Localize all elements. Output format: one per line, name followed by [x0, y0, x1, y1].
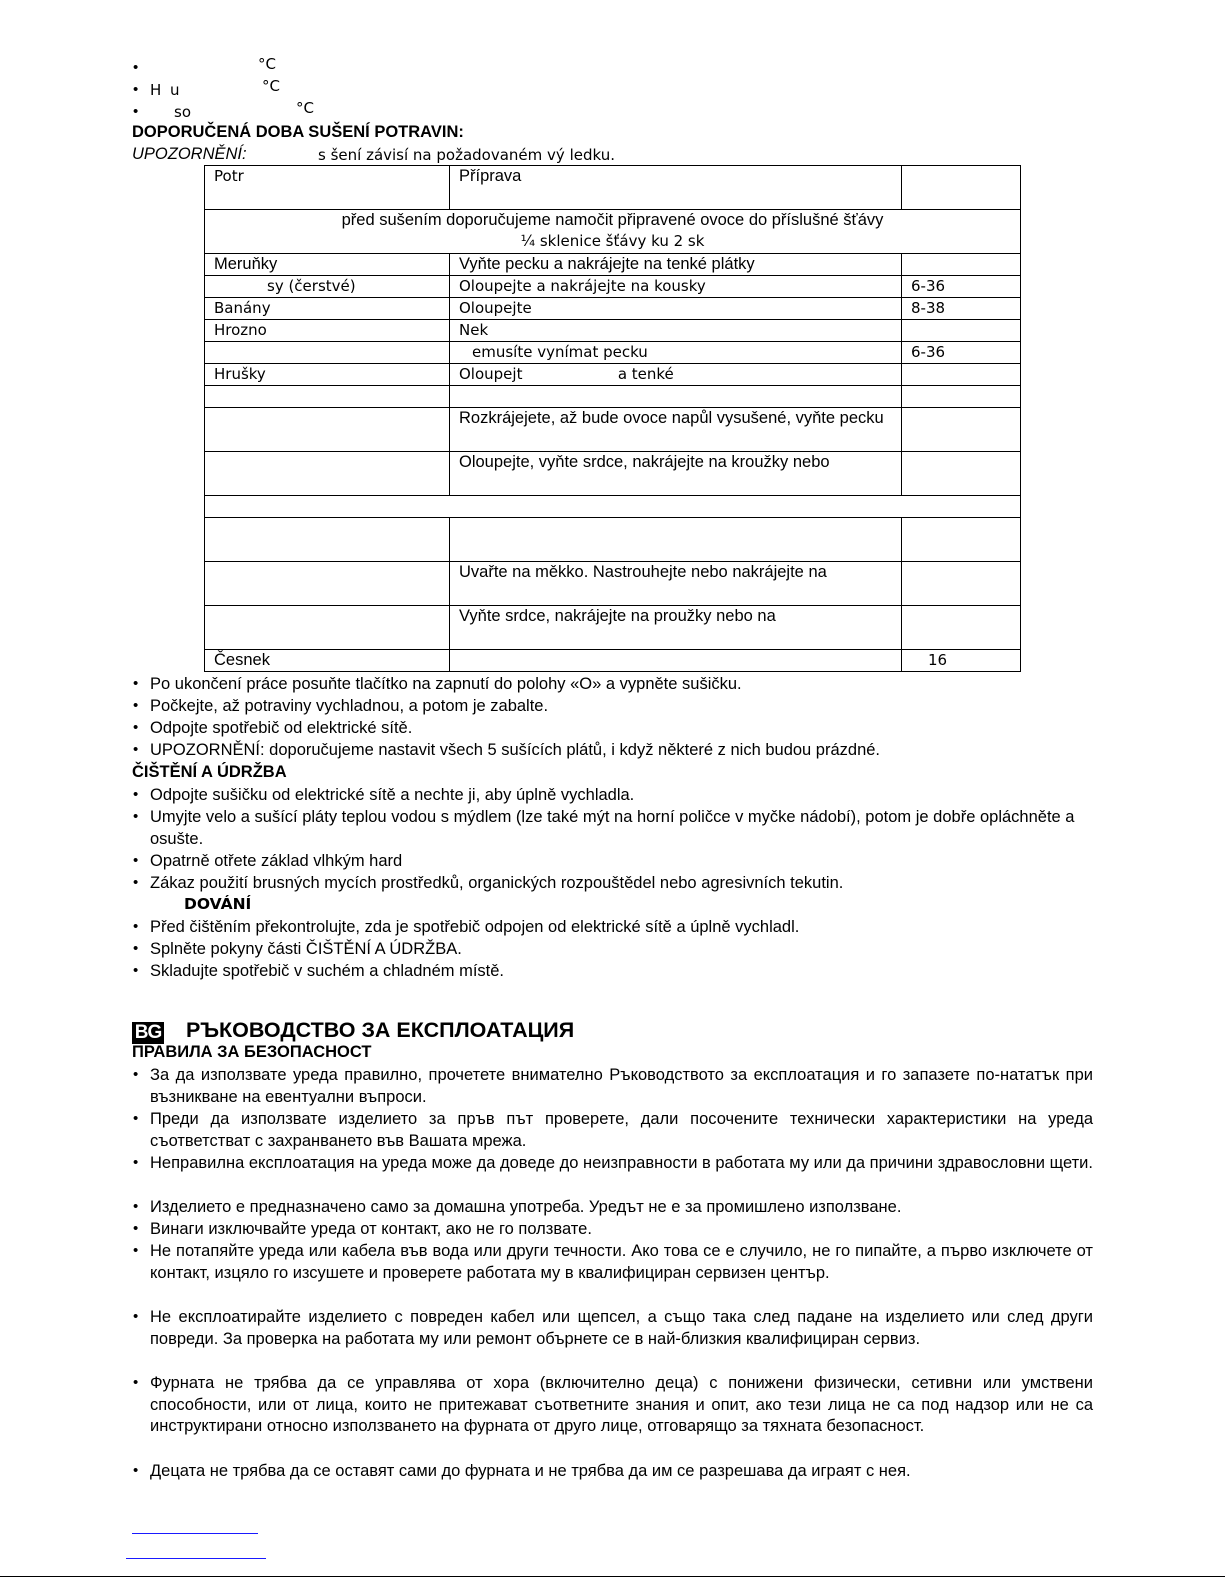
table-row	[205, 518, 1021, 562]
bullet-dot: •	[133, 1462, 139, 1479]
table-cell-time: 6-36	[902, 342, 1021, 364]
bullet-dot: •	[133, 1242, 139, 1259]
table-cell-prep: Oloupejte a nakrájejte na kousky	[450, 276, 902, 298]
bullet-dot: •	[133, 1066, 139, 1083]
drying-heading: DOPORUČENÁ DOBA SUŠENÍ POTRAVIN:	[132, 123, 464, 141]
bullet-dot: •	[133, 786, 139, 803]
table-cell-prep: Vyňte pecku a nakrájejte na tenké plátky	[450, 254, 902, 276]
table-cell-time: 16	[902, 650, 1021, 672]
table-cell-prep: Nek	[450, 320, 902, 342]
table-cell-time	[902, 364, 1021, 386]
table-cell-time	[902, 320, 1021, 342]
table-cell-time	[902, 254, 1021, 276]
table-header-prep: Příprava	[450, 166, 902, 210]
temp-unit: °C	[258, 55, 276, 73]
table-row	[205, 342, 1021, 364]
safety-heading: ПРАВИЛА ЗА БЕЗОПАСНОСТ	[132, 1043, 372, 1061]
table-cell-prep: Vyňte srdce, nakrájejte na proužky nebo na	[450, 606, 902, 650]
bullet-dot: •	[133, 852, 139, 869]
table-row	[205, 254, 1021, 276]
table-row	[205, 562, 1021, 606]
bullet-dot: •	[133, 81, 139, 98]
temp-unit: °C	[262, 77, 280, 95]
safety-bullet: Неправилна експлоатация на уреда може да доведе до неизправности в работата му или да причини здравословни щети.	[150, 1154, 1093, 1172]
bg-manual-title: РЪКОВОДСТВО ЗА ЕКСПЛОАТАЦИЯ	[186, 1018, 575, 1042]
warning-text: s šení závisí na požadovaném vý ledku.	[318, 146, 615, 164]
bullet-dot: •	[133, 808, 139, 825]
table-cell-time: 8-38	[902, 298, 1021, 320]
table-row	[205, 298, 1021, 320]
bullet-dot: •	[133, 1110, 139, 1127]
safety-bullet: Фурната не трябва да се управлява от хора (включително деца) с понижени физически, сетивни или умствени способности, или от лица, които не притежават съответните знания и опит, ако тези лица не са под надзор или не са инструктирани относно използването на фурната от друго лице, отговарящо за тяхната безопасност.	[150, 1374, 1093, 1436]
table-row	[205, 650, 1021, 672]
temp-label: H u	[150, 81, 180, 99]
table-header-row	[205, 166, 1021, 210]
safety-bullet: Преди да използвате изделието за пръв път проверете, дали посочените технически характеристики на уреда съответстват с захранването във Вашата мрежа.	[150, 1110, 1093, 1150]
cleaning-bullet: Umyjte velo a sušící pláty teplou vodou s mýdlem (lze také mýt na horní poličce v myčke nádobí), potom je dobře opláchněte a osušte.	[150, 808, 1075, 848]
page-bottom-rule	[0, 1576, 1225, 1577]
bullet-dot: •	[133, 741, 139, 758]
safety-bullet: За да използвате уреда правилно, прочетете внимателно Ръководството за експлоатация и го запазете по-нататък при възникване на евентуални въпроси.	[150, 1066, 1093, 1106]
bullet-dot: •	[133, 1220, 139, 1237]
table-cell-food	[205, 342, 450, 364]
safety-bullet: Изделието е предназначено само за домашна употреба. Уредът не е за промишлено използване.	[150, 1198, 902, 1216]
bg-language-badge: BG	[132, 1022, 164, 1044]
bullet-dot: •	[133, 1154, 139, 1171]
table-cell-food: Banány	[205, 298, 450, 320]
bullet-dot: •	[133, 1374, 139, 1391]
after-bullet: Odpojte spotřebič od elektrické sítě.	[150, 719, 413, 737]
warning-label: UPOZORNĚNÍ:	[132, 145, 247, 163]
table-cell-time	[902, 408, 1021, 452]
table-note-line1: před sušením doporučujeme namočit připravené ovoce do příslušné šťávy	[341, 211, 884, 229]
table-cell-time	[902, 562, 1021, 606]
temp-label: so	[174, 103, 191, 121]
safety-bullet: Винаги изключвайте уреда от контакт, ако не го ползвате.	[150, 1220, 592, 1238]
footer-link-line[interactable]	[132, 1532, 258, 1534]
bullet-dot: •	[133, 719, 139, 736]
table-cell-prep: Oloupejte	[450, 298, 902, 320]
table-row	[205, 606, 1021, 650]
storage-bullet: Splněte pokyny části ČIŠTĚNÍ A ÚDRŽBA.	[150, 940, 462, 958]
table-cell-food: Hrušky	[205, 364, 450, 386]
storage-bullet: Před čištěním překontrolujte, zda je spotřebič odpojen od elektrické sítě a úplně vychladl.	[150, 918, 800, 936]
after-bullet: UPOZORNĚNÍ: doporučujeme nastavit všech 5 sušících plátů, i když některé z nich budou prázdné.	[150, 741, 881, 759]
table-note-line2: ¼ sklenice šťávy ku 2 sk	[520, 232, 705, 250]
table-cell-time	[902, 518, 1021, 562]
bullet-dot: •	[133, 1308, 139, 1325]
table-cell-prep: Uvařte na měkko. Nastrouhejte nebo nakrájejte na	[450, 562, 902, 606]
table-row	[205, 408, 1021, 452]
table-cell-prep: Oloupejt a tenké	[450, 364, 902, 386]
bullet-dot: •	[133, 675, 139, 692]
storage-bullet: Skladujte spotřebič v suchém a chladném místě.	[150, 962, 505, 980]
table-row	[205, 452, 1021, 496]
footer-link-line[interactable]	[126, 1557, 266, 1559]
safety-bullet: Не потапяйте уреда или кабела във вода или други течности. Ако това се е случило, не го пипайте, а първо изключете от контакт, изцяло го изсушете и проверете работата му в квалифициран сервизен център.	[150, 1242, 1093, 1282]
bullet-dot: •	[133, 962, 139, 979]
table-cell-food: Česnek	[205, 650, 450, 672]
drying-table	[204, 165, 1021, 672]
table-section-row	[205, 496, 1021, 518]
bullet-dot: •	[133, 59, 139, 76]
safety-bullet: Децата не трябва да се оставят сами до фурната и не трябва да им се разрешава да играят с нея.	[150, 1462, 911, 1480]
table-row	[205, 320, 1021, 342]
after-bullet: Počkejte, až potraviny vychladnou, a potom je zabalte.	[150, 697, 549, 715]
table-cell-food	[205, 562, 450, 606]
table-cell-prep	[450, 518, 902, 562]
table-header-food: Potr	[205, 166, 450, 210]
cleaning-bullet: Odpojte sušičku od elektrické sítě a nechte ji, aby úplně vychladla.	[150, 786, 635, 804]
table-row	[205, 386, 1021, 408]
table-cell-food	[205, 408, 450, 452]
cleaning-heading: ČIŠTĚNÍ A ÚDRŽBA	[132, 763, 287, 781]
table-cell-food: sy (čerstvé)	[205, 276, 450, 298]
bullet-dot: •	[133, 918, 139, 935]
bullet-dot: •	[133, 103, 139, 120]
safety-bullet: Не експлоатирайте изделието с повреден кабел или щепсел, а също така след падане на изделието или след други повреди. За проверка на работата му или ремонт обърнете се в най-близкия квалифициран сервиз.	[150, 1308, 1093, 1348]
storage-heading: DOVÁNÍ	[184, 895, 252, 913]
bullet-dot: •	[133, 874, 139, 891]
bullet-dot: •	[133, 697, 139, 714]
temp-unit: °C	[296, 99, 314, 117]
table-cell-prep: Oloupejte, vyňte srdce, nakrájejte na kroužky nebo	[450, 452, 902, 496]
table-row	[205, 364, 1021, 386]
cleaning-bullet: Opatrně otřete základ vlhkým hard	[150, 852, 403, 870]
table-row	[205, 276, 1021, 298]
table-cell-food	[205, 386, 450, 408]
table-cell-time	[902, 606, 1021, 650]
table-cell-food	[205, 606, 450, 650]
table-cell-time: 6-36	[902, 276, 1021, 298]
table-header-time	[902, 166, 1021, 210]
table-cell-food	[205, 452, 450, 496]
table-cell-prep: emusíte vynímat pecku	[450, 342, 902, 364]
table-cell-prep	[450, 650, 902, 672]
after-bullet: Po ukončení práce posuňte tlačítko na zapnutí do polohy «O» a vypněte sušičku.	[150, 675, 742, 693]
table-note-row	[205, 210, 1021, 254]
table-cell-prep: Rozkrájejete, až bude ovoce napůl vysušené, vyňte pecku	[450, 408, 902, 452]
table-cell-food	[205, 518, 450, 562]
table-cell-time	[902, 386, 1021, 408]
cleaning-bullet: Zákaz použití brusných mycích prostředků, organických rozpouštědel nebo agresivních tekutin.	[150, 874, 844, 892]
table-cell-food: Meruňky	[205, 254, 450, 276]
bullet-dot: •	[133, 1198, 139, 1215]
table-cell-prep	[450, 386, 902, 408]
table-cell-time	[902, 452, 1021, 496]
bullet-dot: •	[133, 940, 139, 957]
table-cell-food: Hrozno	[205, 320, 450, 342]
